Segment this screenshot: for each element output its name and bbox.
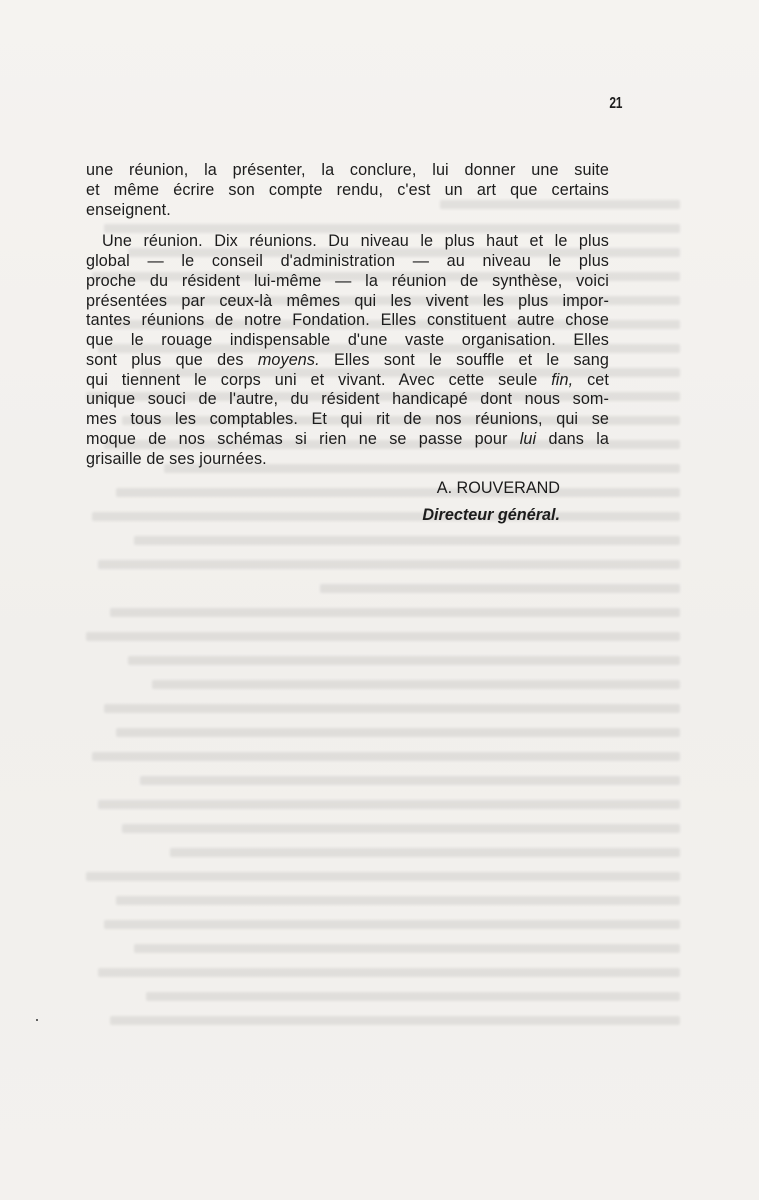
- text-line: unique souci de l'autre, du résident handicapé dont nous som-: [86, 390, 609, 409]
- text-line: enseignent.: [86, 200, 171, 219]
- emphasis: lui: [519, 429, 537, 448]
- text-line: que le rouage indispensable d'une vaste organisation. Elles: [86, 331, 609, 349]
- emphasis: moyens.: [257, 350, 320, 369]
- signature-title: Directeur général.: [422, 506, 560, 524]
- text-line: [86, 371, 609, 391]
- text-line: Une réunion. Dix réunions. Du niveau le plus haut et le plus: [102, 232, 609, 251]
- page-number: 21: [609, 95, 622, 112]
- text-line: une réunion, la présenter, la conclure, lui donner une suite: [86, 161, 609, 179]
- text-line: global — le conseil d'administration — au niveau le plus: [86, 252, 609, 270]
- body-text: [86, 161, 609, 469]
- text-span: cet: [573, 370, 609, 389]
- text-span: qui tiennent le corps uni et vivant. Avec cette seule: [86, 370, 552, 389]
- text-line: [86, 351, 609, 371]
- text-span: moque de nos schémas si rien ne se passe pour: [86, 429, 520, 448]
- text-line: mes tous les comptables. Et qui rit de nos réunions, qui se: [86, 410, 609, 428]
- text-span: sont plus que des: [86, 350, 258, 369]
- text-line: présentées par ceux-là mêmes qui les vivent les plus impor-: [86, 291, 609, 310]
- paragraph: [86, 232, 609, 469]
- text-span: Elles sont le souffle et le sang: [319, 350, 609, 369]
- paper-speck: [36, 1019, 38, 1021]
- emphasis: fin,: [551, 370, 574, 389]
- text-line: grisaille de ses journées.: [86, 449, 267, 468]
- text-line: et même écrire son compte rendu, c'est un art que certains: [86, 180, 609, 199]
- text-line: [86, 430, 609, 450]
- text-line: tantes réunions de notre Fondation. Elles constituent autre chose: [86, 311, 609, 330]
- paragraph: [86, 161, 609, 220]
- text-line: proche du résident lui-même — la réunion de synthèse, voici: [86, 271, 609, 290]
- signature-name: A. ROUVERAND: [436, 479, 560, 497]
- text-span: dans la: [536, 429, 610, 448]
